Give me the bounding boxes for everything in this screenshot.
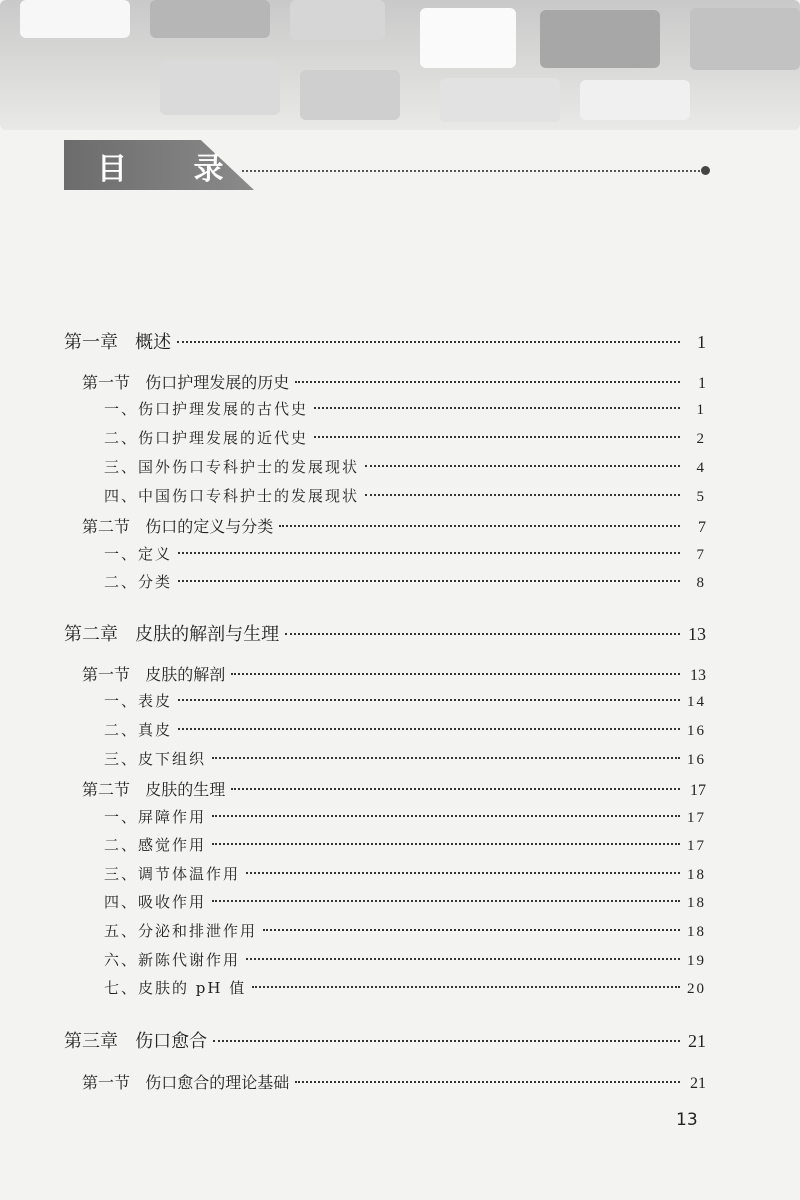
toc-entry-label: 第二节 皮肤的生理	[82, 780, 226, 799]
toc-entry-page: 17	[687, 810, 706, 826]
toc-entry-page: 2	[696, 431, 706, 447]
toc-entry-label: 七、皮肤的 pH 值	[104, 979, 247, 997]
toc-entry-label: 第二章 皮肤的解剖与生理	[64, 624, 280, 645]
dot-leader	[263, 929, 680, 931]
toc-item-row[interactable]	[104, 456, 706, 482]
toc-entry-label: 二、感觉作用	[104, 836, 207, 854]
toc-entry-label: 五、分泌和排泄作用	[104, 922, 258, 940]
toc-entry-label: 一、伤口护理发展的古代史	[104, 400, 309, 418]
toc-entry-page: 1	[696, 402, 706, 418]
toc-entry-label: 一、定义	[104, 545, 173, 563]
dot-leader	[178, 699, 680, 701]
toc-entry-label: 四、中国伤口专科护士的发展现状	[104, 487, 360, 505]
toc-item-row[interactable]	[104, 977, 706, 1003]
page-number: 13	[676, 1110, 698, 1130]
toc-item-row[interactable]	[104, 748, 706, 774]
toc-entry-label: 一、屏障作用	[104, 808, 207, 826]
toc-item-row[interactable]	[104, 398, 706, 424]
toc-entry-page: 20	[687, 981, 706, 997]
toc-entry-page: 7	[698, 519, 706, 536]
dot-leader	[295, 381, 680, 383]
toc-entry-page: 7	[696, 547, 706, 563]
dot-leader	[212, 843, 680, 845]
toc-item-row[interactable]	[104, 690, 706, 716]
dot-leader	[365, 494, 680, 496]
toc-entry-page: 1	[697, 332, 706, 352]
dot-leader	[178, 552, 680, 554]
toc-entry-label: 第一章 概述	[64, 332, 172, 353]
dot-leader	[314, 436, 680, 438]
toc-entry-page: 8	[696, 575, 706, 591]
dot-leader	[252, 986, 680, 988]
toc-entry-label: 三、皮下组织	[104, 750, 207, 768]
toc-chapter-row[interactable]	[64, 328, 706, 354]
toc-entry-page: 18	[687, 867, 706, 883]
toc-section-row[interactable]	[82, 514, 706, 540]
toc-item-row[interactable]	[104, 891, 706, 917]
toc-chapter-row[interactable]	[64, 1027, 706, 1053]
toc-entry-page: 17	[687, 838, 706, 854]
dot-leader	[177, 341, 680, 343]
dot-leader	[285, 633, 680, 635]
toc-entry-page: 19	[687, 953, 706, 969]
dot-leader	[212, 815, 680, 817]
title-rule-end-dot	[701, 166, 710, 175]
header-decoration	[0, 0, 800, 130]
toc-entry-page: 21	[688, 1031, 706, 1051]
toc-entry-label: 第一节 皮肤的解剖	[82, 665, 226, 684]
toc-item-row[interactable]	[104, 719, 706, 745]
dot-leader	[212, 900, 680, 902]
dot-leader	[246, 958, 680, 960]
toc-item-row[interactable]	[104, 863, 706, 889]
toc-entry-page: 13	[688, 624, 706, 644]
toc-entry-label: 三、国外伤口专科护士的发展现状	[104, 458, 360, 476]
toc-section-row[interactable]	[82, 1070, 706, 1096]
dot-leader	[231, 673, 680, 675]
toc-entry-page: 14	[687, 694, 706, 710]
toc-entry-page: 1	[698, 375, 706, 392]
toc-item-row[interactable]	[104, 543, 706, 569]
toc-item-row[interactable]	[104, 427, 706, 453]
toc-entry-page: 16	[687, 723, 706, 739]
toc-entry-page: 21	[690, 1075, 706, 1092]
toc-entry-label: 一、表皮	[104, 692, 173, 710]
dot-leader	[314, 407, 680, 409]
toc-section-row[interactable]	[82, 370, 706, 396]
toc-entry-page: 18	[687, 924, 706, 940]
toc-chapter-row[interactable]	[64, 620, 706, 646]
toc-entry-label: 二、伤口护理发展的近代史	[104, 429, 309, 447]
dot-leader	[212, 757, 680, 759]
toc-entry-label: 三、调节体温作用	[104, 865, 241, 883]
dot-leader	[279, 525, 680, 527]
dot-leader	[295, 1081, 680, 1083]
dot-leader	[178, 580, 680, 582]
toc-entry-page: 13	[690, 667, 706, 684]
toc-entry-page: 5	[696, 489, 706, 505]
toc-entry-label: 二、分类	[104, 573, 173, 591]
toc-entry-label: 第一节 伤口愈合的理论基础	[82, 1073, 290, 1092]
dot-leader	[213, 1040, 680, 1042]
toc-item-row[interactable]	[104, 485, 706, 511]
dot-leader	[178, 728, 680, 730]
toc-entry-label: 六、新陈代谢作用	[104, 951, 241, 969]
dot-leader	[246, 872, 680, 874]
dot-leader	[231, 788, 680, 790]
toc-entry-page: 17	[690, 782, 706, 799]
toc-entry-label: 第二节 伤口的定义与分类	[82, 517, 274, 536]
title-dotted-rule	[242, 170, 704, 172]
toc-entry-page: 16	[687, 752, 706, 768]
toc-entry-label: 二、真皮	[104, 721, 173, 739]
toc-entry-page: 18	[687, 895, 706, 911]
toc-item-row[interactable]	[104, 949, 706, 975]
toc-entry-label: 第三章 伤口愈合	[64, 1031, 208, 1052]
dot-leader	[365, 465, 680, 467]
toc-section-row[interactable]	[82, 662, 706, 688]
page-title: 目 录	[97, 152, 252, 187]
toc-item-row[interactable]	[104, 834, 706, 860]
toc-section-row[interactable]	[82, 777, 706, 803]
toc-item-row[interactable]	[104, 920, 706, 946]
toc-entry-label: 第一节 伤口护理发展的历史	[82, 373, 290, 392]
toc-item-row[interactable]	[104, 571, 706, 597]
toc-item-row[interactable]	[104, 806, 706, 832]
toc-entry-page: 4	[696, 460, 706, 476]
toc-entry-label: 四、吸收作用	[104, 893, 207, 911]
